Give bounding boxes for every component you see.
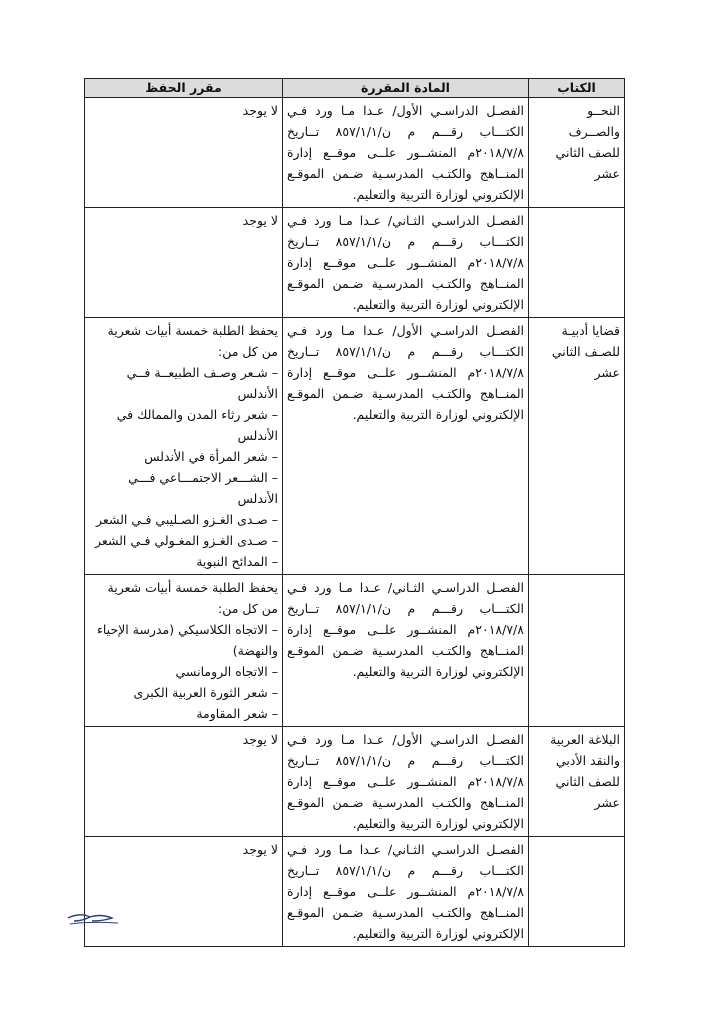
curriculum-table bbox=[84, 78, 625, 947]
table-row bbox=[85, 727, 625, 837]
table-row bbox=[85, 837, 625, 947]
memorize-cell bbox=[85, 98, 283, 208]
list-item: – شعر المقاومة bbox=[89, 703, 278, 724]
table-row bbox=[85, 98, 625, 208]
list-item: – الشـــعر الاجتمـــاعي فـــي الأندلس bbox=[89, 467, 278, 509]
list-item: – شعر الثورة العربية الكبرى bbox=[89, 682, 278, 703]
header-subject: المادة المقررة bbox=[283, 79, 529, 98]
memorize-intro: يحفظ الطلبة خمسة أبيات شعرية من كل من: bbox=[107, 580, 278, 616]
memorize-cell bbox=[85, 208, 283, 318]
subject-cell: الفصـل الدراسـي الأول/ عـدا مـا ورد فـي الكتـــاب رقـــم م ن/٨٥٧/١/١ تــاريخ ٢٠١٨/٧/٨م المنشــور علــى موقــع إدارة المنــاهج والكتـب المدرسـية ضـمن الموقـع الإلكتروني لوزارة التربية والتعليم. bbox=[283, 727, 529, 837]
list-item: – صـدى الغـزو المغـولي فـي الشعر bbox=[89, 530, 278, 551]
book-cell bbox=[529, 208, 625, 318]
subject-cell: الفصـل الدراسـي الثـاني/ عـدا مـا ورد فـي الكتـــاب رقـــم م ن/٨٥٧/١/١ تــاريخ ٢٠١٨/٧/٨م المنشــور علــى موقــع إدارة المنــاهج والكتـب المدرسـية ضـمن الموقـع الإلكتروني لوزارة التربية والتعليم. bbox=[283, 208, 529, 318]
table-header-row bbox=[85, 79, 625, 98]
subject-cell: الفصـل الدراسـي الأول/ عـدا مـا ورد فـي الكتـــاب رقـــم م ن/٨٥٧/١/١ تــاريخ ٢٠١٨/٧/٨م المنشــور علــى موقــع إدارة المنــاهج والكتـب المدرسـية ضـمن الموقـع الإلكتروني لوزارة التربية والتعليم. bbox=[283, 318, 529, 575]
book-cell bbox=[529, 837, 625, 947]
list-item: – الاتجاه الرومانسي bbox=[89, 661, 278, 682]
book-cell: قضايا أدبيـة للصـف الثاني عشر bbox=[529, 318, 625, 575]
memorize-list bbox=[89, 619, 278, 724]
subject-cell: الفصـل الدراسـي الثـاني/ عـدا مـا ورد فـي الكتـــاب رقـــم م ن/٨٥٧/١/١ تــاريخ ٢٠١٨/٧/٨م المنشــور علــى موقــع إدارة المنــاهج والكتـب المدرسـية ضـمن الموقـع الإلكتروني لوزارة التربية والتعليم. bbox=[283, 837, 529, 947]
list-item: – شعر المرأة في الأندلس bbox=[89, 446, 278, 467]
header-memorize: مقرر الحفظ bbox=[85, 79, 283, 98]
table-row bbox=[85, 208, 625, 318]
memorize-intro: لا يوجد bbox=[242, 732, 278, 747]
table-row bbox=[85, 575, 625, 727]
subject-cell: الفصـل الدراسـي الثـاني/ عـدا مـا ورد فـي الكتـــاب رقـــم م ن/٨٥٧/١/١ تــاريخ ٢٠١٨/٧/٨م المنشــور علــى موقــع إدارة المنــاهج والكتـب المدرسـية ضـمن الموقـع الإلكتروني لوزارة التربية والتعليم. bbox=[283, 575, 529, 727]
book-cell: البلاغة العربية والنقد الأدبي للصف الثاني عشر bbox=[529, 727, 625, 837]
list-item: – شـعر وصـف الطبيعــة فــي الأندلس bbox=[89, 362, 278, 404]
table-row bbox=[85, 318, 625, 575]
memorize-cell bbox=[85, 837, 283, 947]
memorize-cell bbox=[85, 727, 283, 837]
memorize-cell bbox=[85, 318, 283, 575]
book-cell: النحــو والصــرف للصف الثاني عشر bbox=[529, 98, 625, 208]
memorize-intro: يحفظ الطلبة خمسة أبيات شعرية من كل من: bbox=[107, 323, 278, 359]
memorize-list bbox=[89, 362, 278, 572]
memorize-intro: لا يوجد bbox=[242, 213, 278, 228]
memorize-intro: لا يوجد bbox=[242, 103, 278, 118]
memorize-intro: لا يوجد bbox=[242, 842, 278, 857]
memorize-cell bbox=[85, 575, 283, 727]
signature-mark bbox=[66, 909, 122, 927]
subject-cell: الفصـل الدراسـي الأول/ عـدا مـا ورد فـي الكتـــاب رقـــم م ن/٨٥٧/١/١ تــاريخ ٢٠١٨/٧/٨م المنشــور علــى موقــع إدارة المنــاهج والكتـب المدرسـية ضـمن الموقـع الإلكتروني لوزارة التربية والتعليم. bbox=[283, 98, 529, 208]
header-book: الكتاب bbox=[529, 79, 625, 98]
list-item: – المدائح النبوية bbox=[89, 551, 278, 572]
book-cell bbox=[529, 575, 625, 727]
list-item: – شعر رثاء المدن والممالك في الأندلس bbox=[89, 404, 278, 446]
list-item: – صـدى الغـزو الصـليبي فـي الشعر bbox=[89, 509, 278, 530]
list-item: – الاتجاه الكلاسيكي (مدرسة الإحياء والنهضة) bbox=[89, 619, 278, 661]
